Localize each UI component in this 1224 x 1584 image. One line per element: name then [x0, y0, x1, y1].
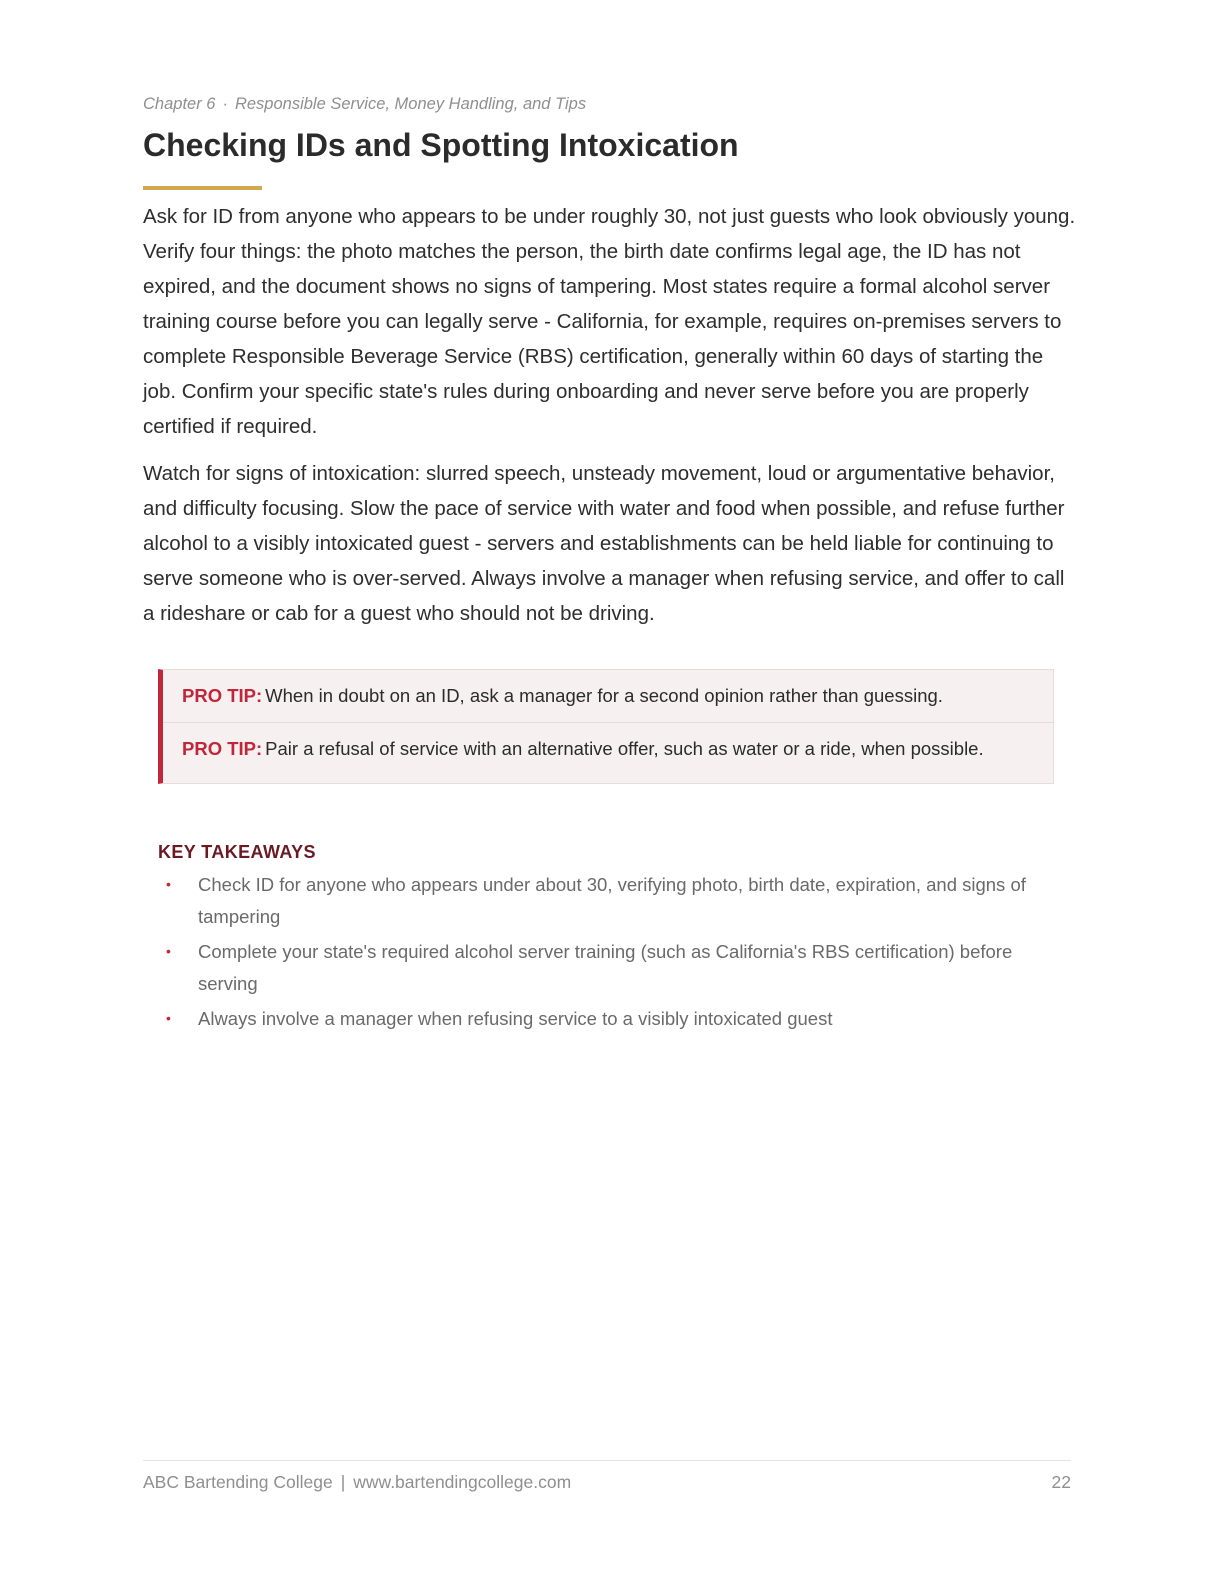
breadcrumb-separator: ·	[222, 95, 228, 113]
list-item	[158, 936, 1058, 999]
chapter-breadcrumb	[143, 95, 586, 114]
takeaways-list	[158, 869, 1058, 1035]
bullet-icon: •	[166, 876, 171, 892]
body-paragraph: Watch for signs of intoxication: slurred speech, unsteady movement, loud or argumentative behavior, and difficulty focusing. Slow the pace of service with water and food when possible, and refuse further alcohol to a visibly intoxicated guest - servers and establishments can be held liable for continuing to serve someone who is over-served. Always involve a manager when refusing service, and offer to call a rideshare or cab for a guest who should not be driving.	[143, 462, 1065, 625]
takeaway-text: Always involve a manager when refusing service to a visibly intoxicated guest	[198, 1008, 833, 1029]
page-number: 22	[1051, 1472, 1071, 1492]
list-item	[158, 1003, 1058, 1035]
pro-tip	[163, 670, 1053, 722]
takeaway-text: Check ID for anyone who appears under about 30, verifying photo, birth date, expiration, and signs of tampering	[198, 874, 1026, 927]
pro-tip-label: PRO TIP:	[182, 685, 263, 706]
key-takeaways-heading: KEY TAKEAWAYS	[158, 842, 316, 862]
footer-website: www.bartendingcollege.com	[353, 1472, 572, 1492]
document-page	[143, 0, 1076, 1584]
title-underline	[143, 186, 262, 190]
footer-divider	[143, 1460, 1071, 1461]
page-title: Checking IDs and Spotting Intoxication	[143, 127, 739, 163]
bullet-icon: •	[166, 1010, 171, 1026]
body-paragraph: Ask for ID from anyone who appears to be under roughly 30, not just guests who look obviously young. Verify four things: the photo matches the person, the birth date confirms legal age, the ID has not expired, and the document shows no signs of tampering. Most states require a formal alcohol server training course before you can legally serve - California, for example, requires on-premises servers to complete Responsible Beverage Service (RBS) certification, generally within 60 days of starting the job. Confirm your specific state's rules during onboarding and never serve before you are properly certified if required.	[143, 205, 1076, 438]
chapter-title: Responsible Service, Money Handling, and Tips	[234, 95, 587, 113]
list-item	[158, 869, 1058, 932]
chapter-label: Chapter 6	[143, 95, 216, 113]
bullet-icon: •	[166, 943, 171, 959]
pro-tip-text: When in doubt on an ID, ask a manager for a second opinion rather than guessing.	[265, 685, 943, 706]
footer-credits	[143, 1472, 571, 1493]
key-takeaways	[158, 842, 1058, 1039]
footer-organization: ABC Bartending College	[143, 1472, 333, 1492]
pro-tip-text: Pair a refusal of service with an alternative offer, such as water or a ride, when possible.	[265, 738, 984, 759]
footer-separator: |	[340, 1472, 346, 1492]
pro-tip-label: PRO TIP:	[182, 738, 263, 759]
pro-tips-box	[158, 669, 1054, 784]
pro-tip	[163, 722, 1053, 783]
takeaway-text: Complete your state's required alcohol server training (such as California's RBS certification) before serving	[198, 941, 1013, 994]
body-text	[143, 199, 1078, 643]
